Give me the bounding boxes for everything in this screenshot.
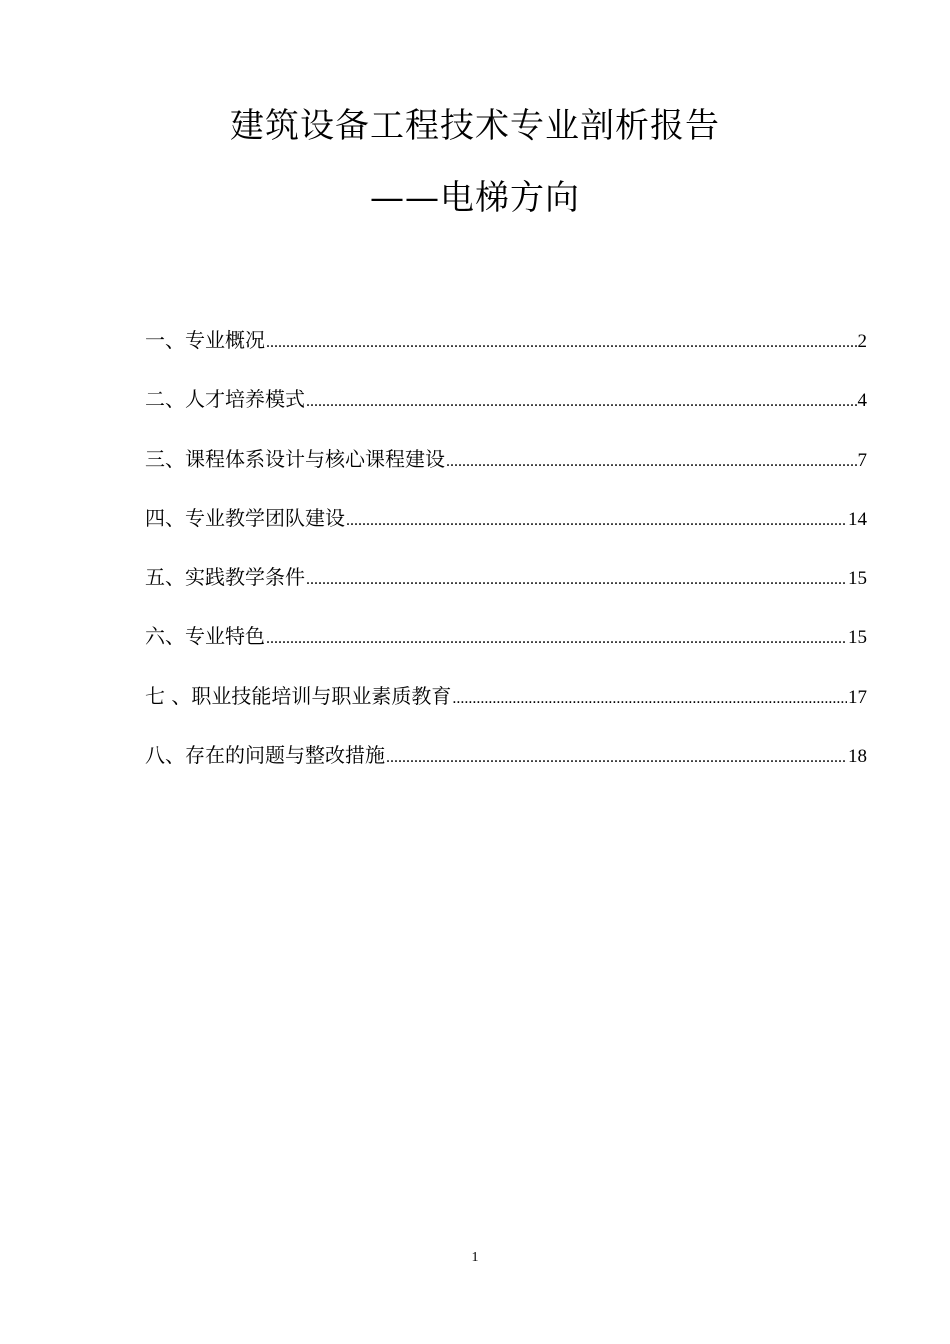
toc-entry-4[interactable]: [145, 502, 867, 561]
toc-entry-label: 五、实践教学条件: [145, 565, 305, 590]
toc-dot-leader: [306, 386, 857, 418]
toc-entry-page: 17: [848, 686, 867, 708]
toc-entry-page: 4: [857, 390, 867, 412]
toc-entry-page: 18: [848, 746, 867, 768]
document-subtitle: ——电梯方向: [370, 178, 580, 218]
toc-entry-2[interactable]: [145, 383, 867, 442]
toc-entry-3[interactable]: [145, 443, 867, 502]
toc-dot-leader: [346, 505, 847, 537]
toc-entry-page: 15: [848, 627, 867, 649]
toc-entry-label: 二、人才培养模式: [145, 387, 305, 412]
toc-entry-page: 7: [857, 449, 867, 471]
toc-entry-page: 14: [848, 508, 867, 530]
toc-entry-page: 2: [857, 331, 867, 352]
toc-entry-label: 四、专业教学团队建设: [145, 505, 345, 530]
toc-entry-6[interactable]: [145, 620, 867, 679]
toc-dot-leader: [266, 623, 847, 655]
toc-entry-7[interactable]: [145, 680, 867, 739]
toc-entry-page: 15: [848, 568, 867, 590]
toc-dot-leader: [446, 446, 857, 478]
page-number: 1: [471, 1250, 479, 1265]
document-title: 建筑设备工程技术专业剖析报告: [230, 106, 720, 146]
toc-dot-leader: [452, 683, 847, 715]
toc-entry-label: 七 、职业技能培训与职业素质教育: [145, 683, 452, 708]
table-of-contents: [145, 324, 867, 798]
toc-entry-label: 三、课程体系设计与核心课程建设: [145, 446, 445, 471]
toc-entry-5[interactable]: [145, 561, 867, 620]
toc-entry-label: 六、专业特色: [145, 624, 265, 649]
toc-dot-leader: [386, 742, 847, 774]
toc-entry-1[interactable]: [145, 324, 867, 383]
toc-entry-label: 一、专业概况: [145, 328, 265, 352]
toc-entry-8[interactable]: [145, 739, 867, 798]
toc-entry-label: 八、存在的问题与整改措施: [145, 743, 385, 768]
toc-dot-leader: [266, 327, 857, 359]
toc-dot-leader: [306, 564, 847, 596]
